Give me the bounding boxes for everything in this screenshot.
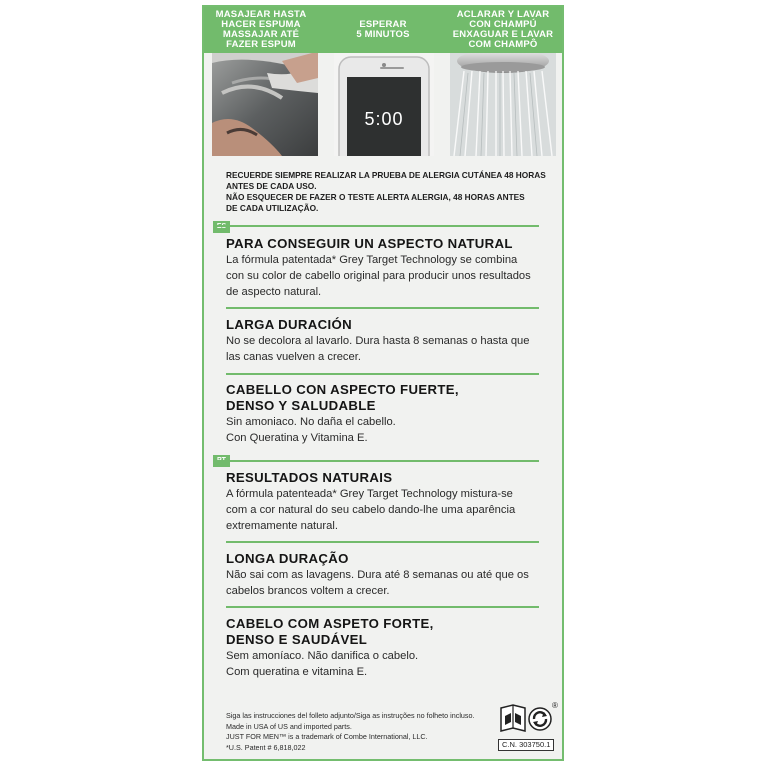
section-body: A fórmula patenteada* Grey Target Technology mistura-se com a cor natural do seu cabelo dando-lhe uma aparência extremamente natural. xyxy=(226,488,516,532)
section-divider xyxy=(226,307,539,309)
section-title: LONGA DURAÇÃO xyxy=(226,551,349,566)
allergy-warning: RECUERDE SIEMPRE REALIZAR LA PRUEBA DE ALERGIA CUTÁNEA 48 HORAS ANTES DE CADA USO. NÃO ESQUECER DE FAZER O TESTE ALERTA ALERGIA, 48 HORAS ANTES DE CADA UTILIZAÇÃO. xyxy=(226,170,546,213)
package-panel xyxy=(202,5,564,761)
section-divider xyxy=(213,225,539,227)
section-divider xyxy=(226,606,539,608)
steps-header xyxy=(204,7,562,53)
section-body: Sem amoníaco. Não danifica o cabelo. Com queratina e vitamina E. xyxy=(226,650,419,678)
section-title: CABELO COM ASPETO FORTE, DENSO E SAUDÁVEL xyxy=(226,616,434,647)
massage-photo xyxy=(212,53,318,156)
section-title: PARA CONSEGUIR UN ASPECTO NATURAL xyxy=(226,236,513,251)
timer-readout: 5:00 xyxy=(364,109,404,129)
section-title: LARGA DURACIÓN xyxy=(226,317,353,332)
section-divider xyxy=(213,460,539,462)
recycling-icon xyxy=(529,708,551,730)
section-title: RESULTADOS NATURAIS xyxy=(226,470,393,485)
step-1-label: MASAJEAR HASTA HACER ESPUMA MASSAJAR ATÉ FAZER ESPUM xyxy=(215,9,307,50)
registered-mark: ® xyxy=(552,701,558,710)
language-tag-es xyxy=(213,221,230,233)
read-leaflet-icon xyxy=(501,705,525,731)
section-divider xyxy=(226,373,539,375)
section-body: No se decolora al lavarlo. Dura hasta 8 semanas o hasta que las canas vuelven a crecer. xyxy=(226,335,530,363)
package-icons xyxy=(499,701,559,739)
step-3-label: ACLARAR Y LAVAR CON CHAMPÚ ENXAGUAR E LAVAR COM CHAMPÔ xyxy=(452,9,554,50)
step-2-label: ESPERAR 5 MINUTOS xyxy=(356,19,410,40)
section-body: Sin amoniaco. No daña el cabello. Con Queratina y Vitamina E. xyxy=(226,416,396,444)
section-title: CABELLO CON ASPECTO FUERTE, DENSO Y SALUDABLE xyxy=(226,382,459,413)
phone-timer-photo xyxy=(334,53,434,156)
section-body: Não sai com as lavagens. Dura até 8 semanas ou até que os cabelos brancos voltem a crecer. xyxy=(226,569,529,597)
legal-footer: Siga las instrucciones del folleto adjunto/Siga as instruções no folheto incluso. Made in USA of US and imported parts. JUST FOR MEN™ is a trademark of Combe International, LLC. *U.S. Patent # 6,818,022 xyxy=(226,711,475,752)
product-code: C.N. 303750.1 xyxy=(498,739,554,751)
section-divider xyxy=(226,541,539,543)
shower-photo xyxy=(450,53,556,156)
section-body: La fórmula patentada* Grey Target Technology se combina con su color de cabello original para producir unos resultados de aspecto natural. xyxy=(226,254,531,298)
